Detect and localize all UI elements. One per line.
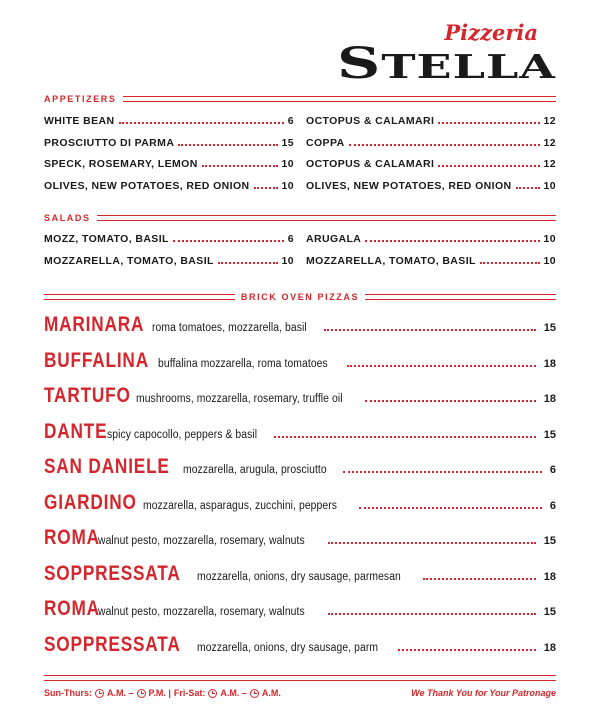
dot-leader <box>218 262 278 264</box>
item-price: 10 <box>281 158 294 170</box>
opening-hours <box>44 688 281 698</box>
pizza-name: ROMA <box>44 526 100 549</box>
divider <box>44 294 235 300</box>
restaurant-logo <box>256 20 556 90</box>
dot-leader <box>202 165 278 167</box>
item-name: OCTOPUS & CALAMARI <box>306 115 435 127</box>
pizza-description: walnut pesto, mozzarella, rosemary, walnuts <box>98 606 305 618</box>
dot-leader <box>347 365 536 367</box>
salads-heading <box>44 211 556 225</box>
dot-leader <box>438 122 539 124</box>
pizza-price: 18 <box>543 570 556 583</box>
pizzas-heading <box>44 290 556 304</box>
pizza-price: 15 <box>543 535 556 547</box>
logo-script: Pizzeria <box>444 20 538 45</box>
pizza-item <box>44 562 556 598</box>
menu-item <box>44 115 294 137</box>
logo-rest: TELLA <box>381 47 556 86</box>
pizza-price: 15 <box>543 428 556 441</box>
dot-leader <box>328 613 536 615</box>
appetizers-heading <box>44 92 556 106</box>
item-name: WHITE BEAN <box>44 115 115 127</box>
dot-leader <box>343 471 542 473</box>
item-name: SPECK, ROSEMARY, LEMON <box>44 158 198 170</box>
footer <box>44 688 556 698</box>
weekday-label: Sun-Thurs: <box>44 688 92 698</box>
dot-leader <box>398 649 536 651</box>
appetizers-right-column <box>306 115 556 201</box>
dot-leader <box>365 400 535 402</box>
appetizers-left-column <box>44 115 294 201</box>
salads-list <box>44 233 556 276</box>
salads-left-column <box>44 233 294 276</box>
item-name: MOZZARELLA, TOMATO, BASIL <box>306 254 476 267</box>
logo-wordmark <box>336 38 556 89</box>
dot-leader <box>365 240 539 242</box>
item-price: 15 <box>281 136 294 149</box>
salads-right-column <box>306 233 556 276</box>
footer-divider <box>44 675 556 681</box>
section-title: APPETIZERS <box>44 94 117 104</box>
clock-icon <box>208 689 217 698</box>
pizza-item <box>44 491 556 527</box>
item-price: 6 <box>287 115 294 127</box>
dot-leader <box>516 187 540 189</box>
pizza-description: walnut pesto, mozzarella, rosemary, walnuts <box>98 535 305 547</box>
item-price: 10 <box>543 179 556 192</box>
pizza-price: 6 <box>549 499 556 512</box>
pizza-name: GIARDINO <box>44 490 137 514</box>
menu-item <box>306 233 556 255</box>
pizza-item <box>44 597 556 633</box>
item-name: PROSCIUTTO DI PARMA <box>44 136 175 149</box>
dot-leader <box>359 507 542 509</box>
dot-leader <box>423 578 536 580</box>
divider <box>365 294 556 300</box>
pizza-item <box>44 313 556 349</box>
section-title: BRICK OVEN PIZZAS <box>240 292 360 302</box>
clock-icon <box>95 689 104 698</box>
dot-leader <box>274 436 536 438</box>
weekend-label: Fri-Sat: <box>173 688 206 698</box>
menu-item <box>306 158 556 180</box>
item-price: 10 <box>543 233 556 245</box>
pizza-name: TARTUFO <box>44 384 131 407</box>
item-name: ARUGALA <box>306 233 362 245</box>
pizza-price: 18 <box>543 641 556 654</box>
pizza-item <box>44 633 556 669</box>
menu-item <box>306 115 556 137</box>
pizza-price: 6 <box>549 464 556 476</box>
thank-you-note: We Thank You for Your Patronage <box>411 688 556 698</box>
dot-leader <box>328 542 536 544</box>
item-name: MOZZARELLA, TOMATO, BASIL <box>44 254 214 267</box>
menu-item <box>306 137 556 159</box>
appetizers-list <box>44 115 556 201</box>
pizza-name: SOPPRESSATA <box>44 632 181 656</box>
pizza-description: mozzarella, asparagus, zucchini, peppers <box>143 499 338 512</box>
menu-item <box>44 137 294 159</box>
hours-pm: P.M. | <box>148 688 171 698</box>
pizza-name: MARINARA <box>44 313 145 336</box>
pizza-description: mozzarella, arugula, prosciutto <box>183 464 328 476</box>
hours-am: A.M. – <box>107 688 134 698</box>
pizza-name: SOPPRESSATA <box>44 561 181 585</box>
dot-leader <box>119 122 284 124</box>
item-price: 12 <box>543 136 556 149</box>
pizza-price: 15 <box>543 606 556 618</box>
pizza-price: 18 <box>543 357 556 370</box>
pizza-description: spicy capocollo, peppers & basil <box>107 428 258 441</box>
pizza-price: 18 <box>543 393 556 405</box>
hours-am-2: A.M. – <box>220 688 247 698</box>
pizza-name: DANTE <box>44 419 108 443</box>
pizza-item <box>44 349 556 385</box>
item-name: MOZZ, TOMATO, BASIL <box>44 233 169 245</box>
pizza-name: ROMA <box>44 597 100 620</box>
pizza-description: mozzarella, onions, dry sausage, parm <box>196 641 378 654</box>
menu-item <box>44 158 294 180</box>
hours-am-3: A.M. <box>261 688 281 698</box>
item-name: OLIVES, NEW POTATOES, RED ONION <box>44 179 250 192</box>
dot-leader <box>324 329 535 331</box>
dot-leader <box>254 187 278 189</box>
item-price: 10 <box>281 254 294 267</box>
item-price: 10 <box>281 179 294 192</box>
pizza-item <box>44 455 556 491</box>
pizza-item <box>44 420 556 456</box>
item-name: COPPA <box>306 136 345 149</box>
dot-leader <box>349 144 540 146</box>
pizza-item <box>44 526 556 562</box>
item-price: 12 <box>543 158 556 170</box>
pizza-description: mushrooms, mozzarella, rosemary, truffle oil <box>135 393 343 405</box>
dot-leader <box>178 144 277 146</box>
item-price: 12 <box>543 115 556 127</box>
menu-item <box>44 180 294 202</box>
dot-leader <box>438 165 539 167</box>
pizza-description: mozzarella, onions, dry sausage, parmesan <box>196 570 401 583</box>
item-price: 6 <box>287 233 294 245</box>
menu-item <box>44 255 294 277</box>
divider <box>123 96 556 102</box>
clock-icon <box>137 689 146 698</box>
section-title: SALADS <box>44 213 91 223</box>
item-name: OLIVES, NEW POTATOES, RED ONION <box>306 179 512 192</box>
clock-icon <box>250 689 259 698</box>
pizza-description: roma tomatoes, mozzarella, basil <box>152 322 308 334</box>
divider <box>97 215 556 221</box>
logo-initial: S <box>336 38 382 89</box>
menu-item <box>306 180 556 202</box>
item-name: OCTOPUS & CALAMARI <box>306 158 435 170</box>
menu-item <box>44 233 294 255</box>
dot-leader <box>173 240 284 242</box>
pizza-price: 15 <box>543 322 556 334</box>
pizzas-list <box>44 313 556 668</box>
menu-item <box>306 255 556 277</box>
item-price: 10 <box>543 254 556 267</box>
dot-leader <box>480 262 540 264</box>
pizza-description: buffalina mozzarella, roma tomatoes <box>158 357 328 370</box>
pizza-item <box>44 384 556 420</box>
pizza-name: BUFFALINA <box>44 348 149 372</box>
pizza-name: SAN DANIELE <box>44 455 170 478</box>
